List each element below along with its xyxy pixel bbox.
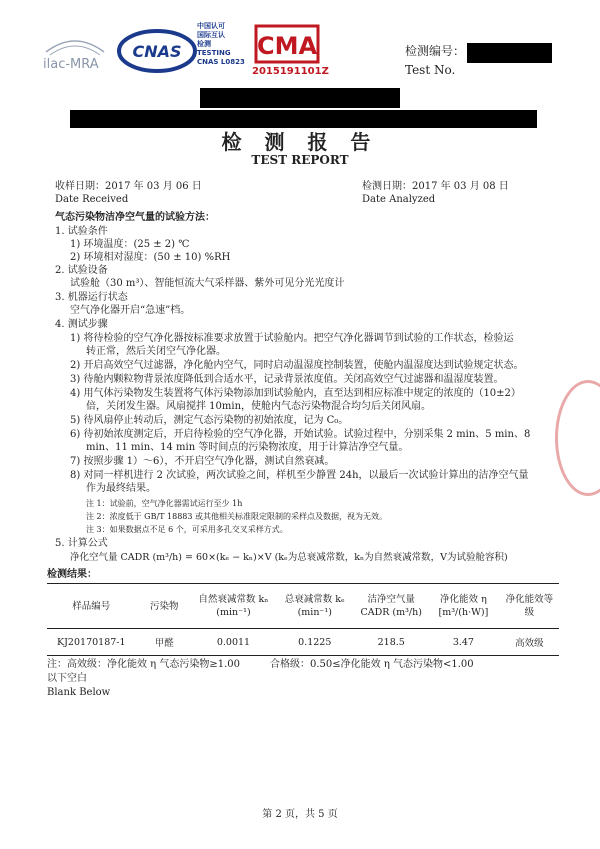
method-line: 5. 计算公式 bbox=[55, 538, 108, 549]
method-line: 2) 环境相对湿度：(50 ± 10) %RH bbox=[70, 252, 231, 263]
date-analyzed-en: Date Analyzed bbox=[362, 194, 436, 205]
column-header: 总衰减常数 kₑ (min⁻¹) bbox=[274, 584, 355, 629]
table-header-row bbox=[47, 584, 559, 629]
redaction-bar bbox=[200, 88, 400, 108]
table-cell: 218.5 bbox=[355, 629, 427, 656]
method-line: 试验舱（30 m³）、智能恒流大气采样器、紫外可见分光光度计 bbox=[70, 278, 345, 289]
method-line: 2) 开启高效空气过滤器，净化舱内空气，同时启动温湿度控制装置，使舱内温湿度达到试验规定状态。 bbox=[70, 360, 524, 371]
method-note: 注 2：浓度低于 GB/T 18883 或其他相关标准限定限制的采样点及数据，视为无效。 bbox=[86, 512, 388, 521]
method-line: 4) 用气体污染物发生装置将气体污染物添加到试验舱内，直至达到相应标准中规定的浓度的（10±2） bbox=[70, 388, 521, 399]
note-high-efficiency: 注：高效级：净化能效 η 气态污染物≥1.00 bbox=[47, 659, 240, 670]
table-cell: KJ20170187-1 bbox=[47, 629, 136, 656]
method-line: 5) 待风扇停止转动后，测定气态污染物的初始浓度，记为 C₀。 bbox=[70, 415, 349, 426]
blank-below-en: Blank Below bbox=[47, 687, 111, 698]
method-line: 1. 试验条件 bbox=[55, 226, 108, 237]
method-note: 注 1：试验前，空气净化器需试运行至少 1h bbox=[86, 499, 243, 508]
cnas-logo bbox=[117, 26, 197, 76]
formula: 净化空气量 CADR (m³/h) = 60×(kₑ − kₙ)×V (kₑ为总衰减常数，kₙ为自然衰减常数，V为试验舱容积) bbox=[70, 552, 508, 563]
table-cell: 0.1225 bbox=[274, 629, 355, 656]
method-line: 2. 试验设备 bbox=[55, 265, 108, 276]
method-line: 1) 环境温度：(25 ± 2) ℃ bbox=[70, 239, 190, 250]
table-cell: 甲醛 bbox=[136, 629, 193, 656]
method-line: 倍，关闭发生器。风扇搅拌 10min，使舱内气态污染物混合均匀后关闭风扇。 bbox=[86, 401, 432, 412]
column-header: 洁净空气量 CADR (m³/h) bbox=[355, 584, 427, 629]
blank-below-cn: 以下空白 bbox=[47, 673, 87, 684]
table-cell: 3.47 bbox=[427, 629, 500, 656]
method-line: 7) 按照步骤 1）～6），不开启空气净化器，测试自然衰减。 bbox=[70, 456, 335, 467]
method-line: 空气净化器开启“急速”档。 bbox=[70, 305, 191, 316]
method-line: 6) 待初始浓度测定后，开启待检验的空气净化器，开始试验。试验过程中，分别采集 2 min、5 min、8 bbox=[70, 429, 531, 440]
cnas-text: CNAS bbox=[132, 42, 182, 61]
table-row bbox=[47, 629, 559, 656]
method-line: 4. 测试步骤 bbox=[55, 319, 108, 330]
table-cell: 高效级 bbox=[500, 629, 559, 656]
method-heading: 气态污染物洁净空气量的试验方法： bbox=[55, 212, 215, 223]
seal-stamp bbox=[555, 380, 600, 496]
date-received-en: Date Received bbox=[55, 194, 129, 205]
method-line: 1) 将待检验的空气净化器按标准要求放置于试验舱内。把空气净化器调节到试验的工作状态，检验运 bbox=[70, 333, 514, 344]
cma-code: 2015191101Z bbox=[252, 66, 329, 77]
report-title-cn: 检 测 报 告 bbox=[221, 130, 379, 154]
column-header: 净化能效 η [m³/(h·W)] bbox=[427, 584, 500, 629]
column-header: 自然衰减常数 kₙ (min⁻¹) bbox=[193, 584, 274, 629]
method-line: 转正常，然后关闭空气净化器。 bbox=[86, 346, 226, 357]
cma-logo bbox=[254, 24, 320, 64]
method-line: min、11 min、14 min 等时间点的污染物浓度，用于计算洁净空气量。 bbox=[86, 442, 409, 453]
note-qualified: 合格级：0.50≤净化能效 η 气态污染物<1.00 bbox=[270, 659, 474, 670]
results-heading: 检测结果： bbox=[47, 569, 97, 580]
ilac-text: ilac-MRA bbox=[43, 57, 99, 72]
column-header: 净化能效等级 bbox=[500, 584, 559, 629]
cma-text: CMA bbox=[256, 32, 318, 60]
cnas-accreditation-text: 中国认可 国际互认 检测 TESTING CNAS L0823 bbox=[197, 22, 245, 66]
ilac-mra-logo bbox=[40, 28, 110, 78]
method-line: 8) 对同一样机进行 2 次试验，两次试验之间，样机至少静置 24h，以最后一次试验计算出的洁净空气量 bbox=[70, 470, 529, 481]
page-number: 第 2 页，共 5 页 bbox=[262, 809, 338, 820]
results-table bbox=[47, 583, 559, 656]
date-analyzed-cn: 检测日期：2017 年 03 月 08 日 bbox=[362, 181, 509, 192]
date-received-cn: 收样日期：2017 年 03 月 06 日 bbox=[55, 181, 202, 192]
test-no-label-en: Test No. bbox=[405, 63, 456, 77]
test-no-label-cn: 检测编号： bbox=[405, 44, 466, 58]
method-line: 3) 待舱内颗粒物背景浓度降低到合适水平，记录背景浓度值。关闭高效空气过滤器和温湿度装置。 bbox=[70, 374, 504, 385]
method-line: 作为最终结果。 bbox=[86, 483, 156, 494]
column-header: 污染物 bbox=[136, 584, 193, 629]
table-cell: 0.0011 bbox=[193, 629, 274, 656]
column-header: 样品编号 bbox=[47, 584, 136, 629]
report-title-en: TEST REPORT bbox=[251, 153, 349, 167]
method-note: 注 3：如果数据点不足 6 个，可采用多孔交叉采样方式。 bbox=[86, 525, 288, 534]
method-line: 3. 机器运行状态 bbox=[55, 292, 128, 303]
redacted-test-no bbox=[467, 43, 552, 63]
